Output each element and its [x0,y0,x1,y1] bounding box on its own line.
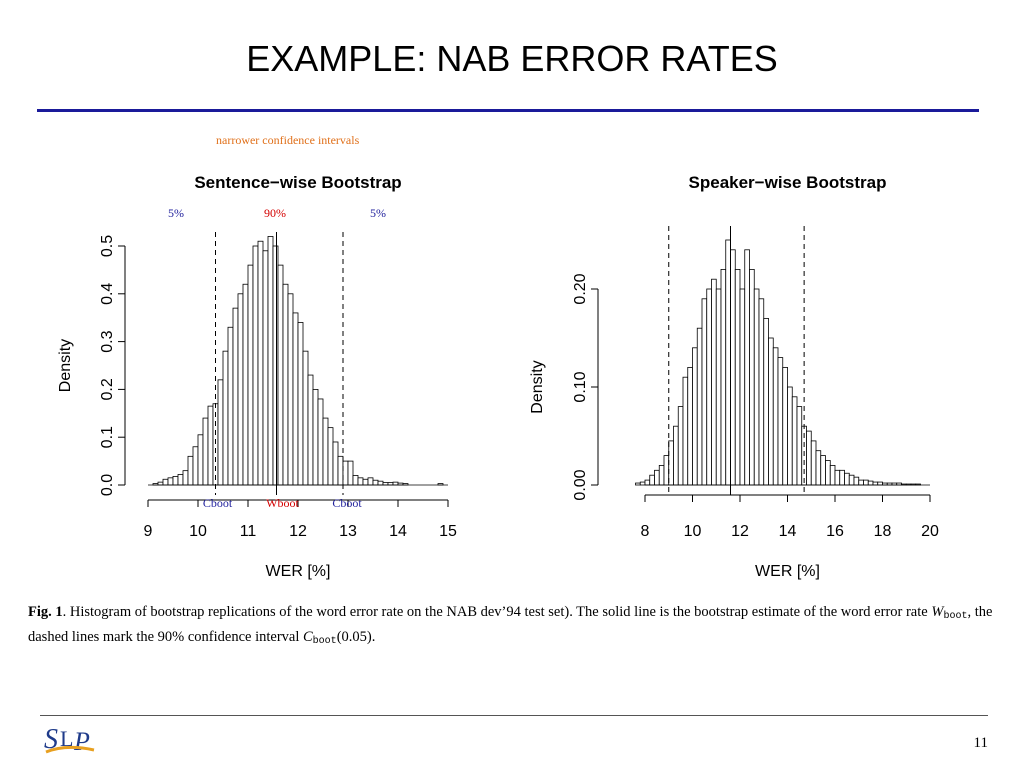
chart1-bar [273,246,278,485]
chart1-bar [283,284,288,485]
chart2-bar [712,279,717,485]
chart1-bar [163,479,168,485]
figure-caption [28,602,1003,652]
chart1-bar [328,428,333,485]
chart1-bar [333,442,338,485]
chart2-bar [859,480,864,485]
chart2-bar [845,473,850,485]
chart1-bar [323,418,328,485]
chart2-bar [716,289,721,485]
svg-text:L: L [60,726,74,751]
chart2-y-tick-label: 0.20 [572,273,590,305]
caption-c-arg: (0.05) [336,629,372,645]
chart1-ci-label-center: 90% [264,206,286,220]
chart2-bar [754,289,759,485]
chart2-bar [840,470,845,485]
chart2-bar [674,426,679,485]
slp-logo [44,722,100,758]
caption-fig-label: Fig. 1 [28,604,63,620]
chart1-bar [378,481,383,485]
chart1-bar [303,351,308,485]
chart2-bar [811,441,816,485]
chart2-bar [759,299,764,485]
chart2-bar [773,348,778,485]
chart1-bar [298,322,303,485]
chart2-bar [830,465,835,485]
chart1-bar [203,418,208,485]
chart2-x-label: WER [%] [755,563,820,580]
chart1-y-tick-label: 0.5 [99,234,117,258]
chart1-bar [158,482,163,485]
chart2-bar [659,465,664,485]
svg-text:P: P [74,727,90,756]
chart2-bar [807,431,812,485]
chart2-x-tick-label: 10 [683,523,702,540]
chart2-bar [735,269,740,485]
caption-w-symbol: W [931,604,944,620]
chart2-bar [640,482,645,485]
chart1-bar [363,479,368,485]
chart1-bar [343,461,348,485]
caption-text-2: , the dashed lines mark the 90% confidence interval [28,604,993,645]
chart1-bar [288,294,293,485]
chart1-bar [238,294,243,485]
chart1-y-label: Density [57,338,75,393]
chart1-x-tick-label: 10 [189,523,207,540]
chart2-y-tick-label: 0.00 [572,469,590,501]
chart1-bar [248,265,253,485]
svg-text:S: S [44,724,58,755]
chart2-bar [854,477,859,485]
chart1-bar [228,327,233,485]
caption-text-3: . [371,629,376,645]
chart2-bar [650,475,655,485]
chart1-bar [218,380,223,485]
chart2-x-tick-label: 12 [731,523,749,540]
chart2-x-tick-label: 20 [921,523,939,540]
slide-title: EXAMPLE: NAB ERROR RATES [246,38,778,79]
chart2-bar [788,387,793,485]
chart1-y-tick-label: 0.2 [99,378,117,401]
chart2-bar [693,348,698,485]
chart2-bar [835,470,840,485]
chart2-bar [697,328,702,485]
chart1-line-label-lower: Cboot [202,496,233,510]
chart1-line-label-center: Wboot [266,496,299,510]
chart1-bar [318,399,323,485]
chart2-x-tick-label: 14 [778,523,797,540]
chart1-line-label-upper: Cboot [332,496,362,510]
chart1-x-tick-label: 9 [143,523,153,540]
chart2-bar [750,269,755,485]
chart2-bar [731,250,736,485]
title-underline [37,109,979,112]
chart1-y-tick-label: 0.1 [99,426,117,449]
chart2-bar [769,338,774,485]
chart1-bar [253,246,258,485]
chart2-bar [683,377,688,485]
chart1-bar [208,406,213,485]
chart1-bar [223,351,228,485]
chart2-bar [726,240,731,485]
footer-rule [40,715,988,716]
chart1-bar [168,478,173,485]
caption-c-sub: boot [312,636,337,647]
chart2-x-tick-label: 8 [640,523,650,540]
chart2-bar [664,456,669,485]
chart2-bar [745,250,750,485]
chart2-bar [873,482,878,485]
chart2-bar [797,407,802,485]
chart1-bar [373,480,378,485]
chart1-ci-label-upper: 5% [370,206,386,220]
chart2-bar [778,358,783,485]
chart2-bar [740,289,745,485]
chart2-bar [655,470,660,485]
chart1-title: Sentence−wise Bootstrap [194,173,402,192]
chart1-bar [348,461,353,485]
caption-c-symbol: C [303,629,313,645]
chart1-y-tick-label: 0.0 [99,473,117,497]
chart2-bar [821,456,826,485]
chart1-bar [173,476,178,485]
chart1-bar [393,482,398,485]
caption-w-sub: boot [943,611,968,622]
chart1-y-tick-label: 0.3 [99,330,117,353]
chart1-bar [308,375,313,485]
chart2-bar [864,480,869,485]
chart1-bar [258,241,263,485]
chart1-x-label: WER [%] [265,563,331,580]
chart1-bar [233,308,238,485]
chart1-bar [368,478,373,485]
chart1-bar [268,236,273,485]
chart2-bar [645,480,650,485]
chart1-bar [193,447,198,485]
chart2-bar [636,483,641,485]
chart1-bar [183,471,188,485]
chart1-bar [178,474,183,485]
chart2-bar [688,367,693,485]
chart2-x-tick-label: 16 [826,523,844,540]
chart2-bar [826,461,831,486]
chart1-bar [188,456,193,485]
chart2-bar [764,318,769,485]
caption-text-1: . Histogram of bootstrap replications of the word error rate on the NAB dev’94 test set). The solid line is the bootstrap estimate of the word error rate [62,604,932,620]
chart1-x-tick-label: 12 [289,523,307,540]
chart1-y-tick-label: 0.4 [99,282,117,305]
chart1-x-tick-label: 14 [389,523,407,540]
chart1-bar [338,456,343,485]
chart1-bar [278,265,283,485]
chart1-bar [313,389,318,485]
chart2-bar [702,299,707,485]
chart2-x-tick-label: 18 [873,523,892,540]
chart2-title: Speaker−wise Bootstrap [688,173,887,192]
chart1-bar [198,435,203,485]
page-number: 11 [973,735,988,751]
chart2-y-tick-label: 0.10 [572,371,590,403]
chart1-bar [358,478,363,485]
chart1-x-tick-label: 13 [339,523,357,540]
chart1-bar [243,284,248,485]
chart2-bar [878,482,883,485]
chart2-bar [792,397,797,485]
chart2-bar [816,451,821,485]
chart2-bar [868,481,873,485]
chart2-bar [669,441,674,485]
chart1-bar [353,475,358,485]
chart1-ci-label-lower: 5% [168,206,184,220]
chart2-bar [721,269,726,485]
figure-histograms [0,160,1024,600]
chart1-bar [293,313,298,485]
chart1-bar [263,251,268,485]
chart2-bar [849,475,854,485]
chart1-x-tick-label: 15 [439,523,457,540]
annotation-text: narrower confidence intervals [216,133,360,147]
chart2-y-label: Density [529,360,547,414]
chart2-bar [678,407,683,485]
chart2-bar [707,289,712,485]
chart2-bar [783,367,788,485]
chart1-x-tick-label: 11 [239,523,257,540]
